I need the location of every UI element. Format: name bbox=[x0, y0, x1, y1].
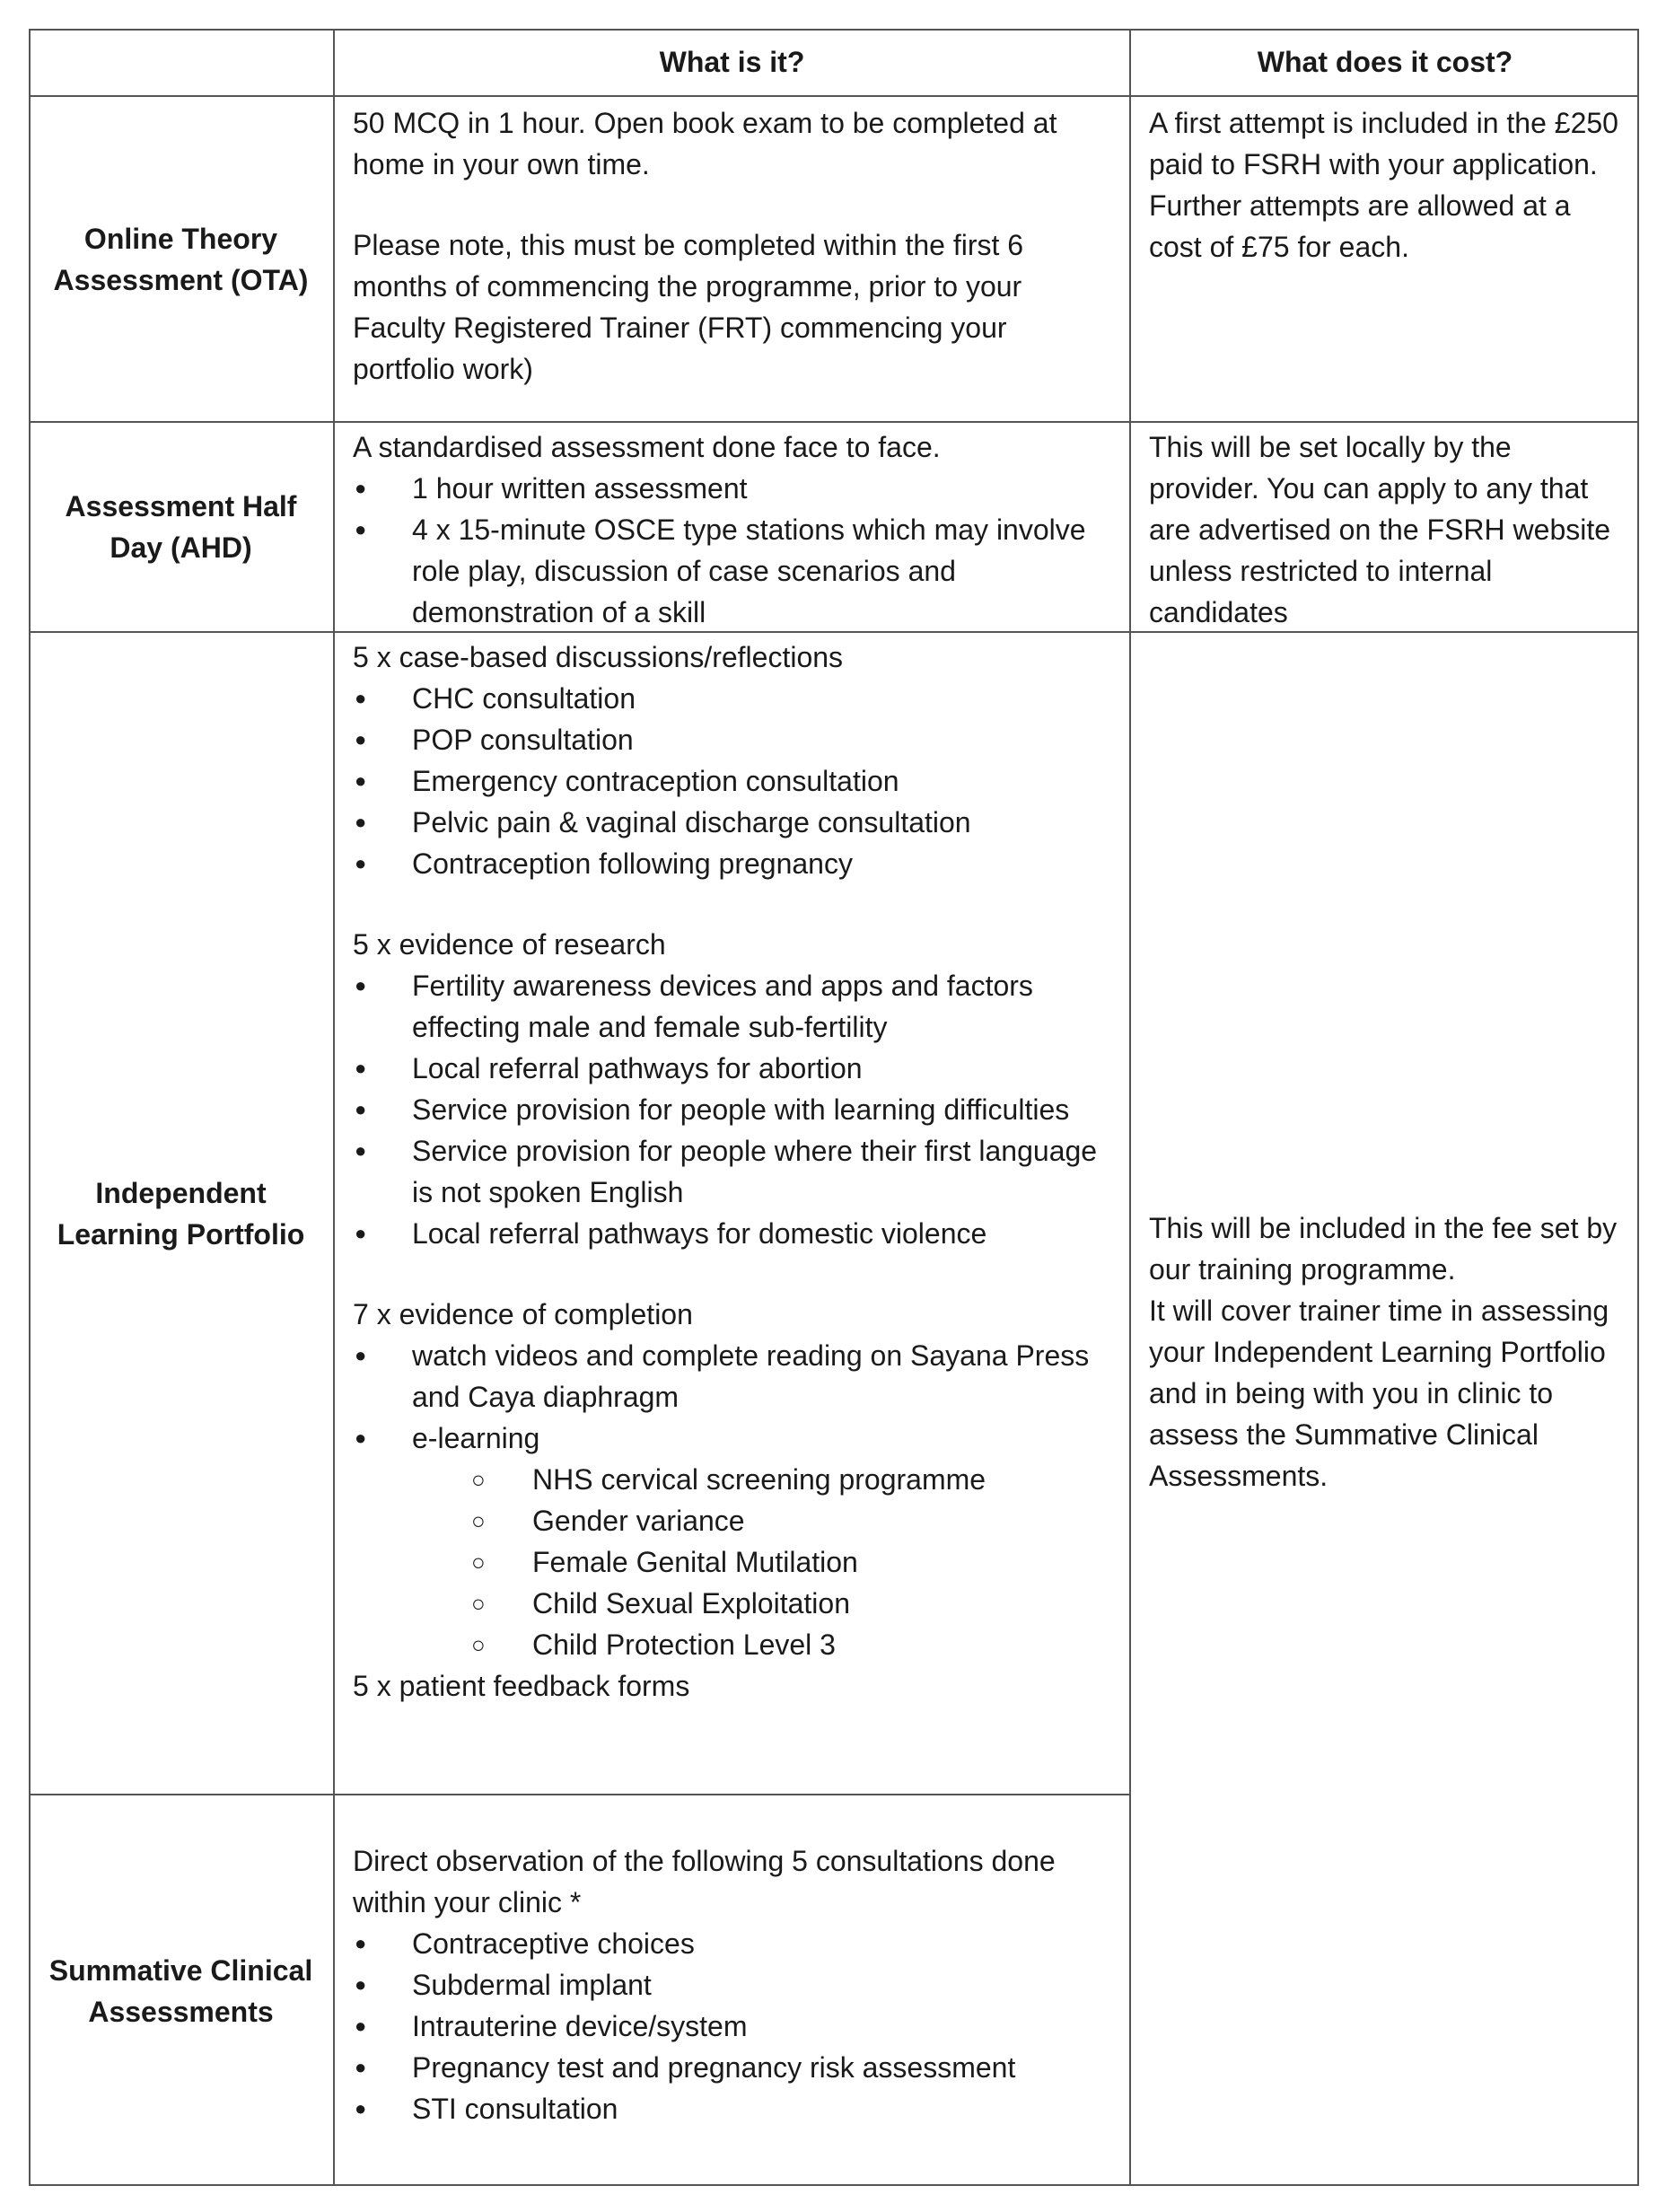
list-item: ● watch videos and complete reading on Sayana Press and Caya diaphragm bbox=[353, 1335, 1111, 1418]
ahd-cost-text: This will be set locally by the provider. You can apply to any that are advertised on the FSRH website unless restricted to internal candidates bbox=[1149, 431, 1611, 628]
list-item: ● 1 hour written assessment bbox=[353, 468, 1111, 509]
list-item: ● Service provision for people where their first language is not spoken English bbox=[353, 1130, 1111, 1213]
list-item: ● Fertility awareness devices and apps and factors effecting male and female sub-fertility bbox=[353, 965, 1111, 1048]
ilp-description bbox=[335, 633, 1129, 1794]
header-what-does-it-cost: What does it cost? bbox=[1257, 46, 1513, 78]
header-what-is-it: What is it? bbox=[659, 46, 805, 78]
list-item: ○ Child Protection Level 3 bbox=[353, 1624, 1111, 1665]
ota-cost-text: A first attempt is included in the £250 paid to FSRH with your application. Further attempts are allowed at a cost of £75 for each. bbox=[1149, 107, 1618, 263]
row-label-ahd: Assessment Half Day (AHD) bbox=[65, 490, 297, 564]
list-item: ● Service provision for people with learning difficulties bbox=[353, 1089, 1111, 1130]
list-item: ● Emergency contraception consultation bbox=[353, 760, 1111, 802]
row-label-ilp: Independent Learning Portfolio bbox=[57, 1176, 305, 1251]
ilp-cost-text: This will be included in the fee set by our training programme. bbox=[1149, 1212, 1618, 1286]
header-empty-cell bbox=[29, 29, 333, 95]
sca-description bbox=[335, 1795, 1129, 2186]
ahd-intro-text: A standardised assessment done face to face. bbox=[353, 431, 941, 463]
ahd-description bbox=[335, 423, 1129, 631]
list-item: ● Pregnancy test and pregnancy risk assessment bbox=[353, 2047, 1111, 2088]
list-item: ● CHC consultation bbox=[353, 678, 1111, 719]
ota-note-text: Please note, this must be completed within the first 6 months of commencing the programme, prior to your Faculty Registered Trainer (FRT) commencing your portfolio work) bbox=[353, 229, 1024, 385]
row-label-ota: Online Theory Assessment (OTA) bbox=[53, 222, 309, 296]
list-item: ● Local referral pathways for abortion bbox=[353, 1048, 1111, 1089]
list-item: ● Contraception following pregnancy bbox=[353, 843, 1111, 884]
ilp-section-research: 5 x evidence of research bbox=[353, 928, 666, 961]
ilp-section-feedback: 5 x patient feedback forms bbox=[353, 1670, 690, 1702]
ilp-elearning-sublist bbox=[353, 1459, 1111, 1665]
ahd-cost bbox=[1131, 423, 1639, 631]
ota-description-text: 50 MCQ in 1 hour. Open book exam to be completed at home in your own time. bbox=[353, 107, 1057, 180]
list-item: ● STI consultation bbox=[353, 2088, 1111, 2129]
ilp-section-case-based: 5 x case-based discussions/reflections bbox=[353, 641, 844, 673]
ota-cost bbox=[1131, 97, 1639, 421]
list-item: ○ NHS cervical screening programme bbox=[353, 1459, 1111, 1500]
list-item: ● e-learning bbox=[353, 1418, 1111, 1459]
list-item: ● POP consultation bbox=[353, 719, 1111, 760]
ilp-section-completion: 7 x evidence of completion bbox=[353, 1298, 693, 1330]
row-label-sca: Summative Clinical Assessments bbox=[48, 1953, 313, 2028]
ilp-case-based-list bbox=[353, 678, 1111, 884]
assessment-table bbox=[29, 29, 1639, 2186]
sca-bullet-list bbox=[353, 1923, 1111, 2129]
ilp-sca-cost bbox=[1131, 633, 1639, 2186]
ilp-cost-detail-text: It will cover trainer time in assessing your Independent Learning Portfolio and in being with you in clinic to assess the Summative Clinical Assessments. bbox=[1149, 1295, 1609, 1492]
list-item: ○ Gender variance bbox=[353, 1500, 1111, 1541]
ilp-research-list bbox=[353, 965, 1111, 1254]
list-item: ○ Child Sexual Exploitation bbox=[353, 1583, 1111, 1624]
list-item: ● 4 x 15-minute OSCE type stations which may involve role play, discussion of case scenarios and demonstration of a skill bbox=[353, 509, 1111, 633]
list-item: ○ Female Genital Mutilation bbox=[353, 1541, 1111, 1583]
ilp-completion-list bbox=[353, 1335, 1111, 1459]
list-item: ● Contraceptive choices bbox=[353, 1923, 1111, 1964]
list-item: ● Subdermal implant bbox=[353, 1964, 1111, 2006]
sca-intro-text: Direct observation of the following 5 consultations done within your clinic * bbox=[353, 1845, 1056, 1918]
ahd-bullet-list bbox=[353, 468, 1111, 633]
list-item: ● Local referral pathways for domestic violence bbox=[353, 1213, 1111, 1254]
list-item: ● Pelvic pain & vaginal discharge consultation bbox=[353, 802, 1111, 843]
ota-description bbox=[335, 97, 1129, 421]
list-item: ● Intrauterine device/system bbox=[353, 2006, 1111, 2047]
